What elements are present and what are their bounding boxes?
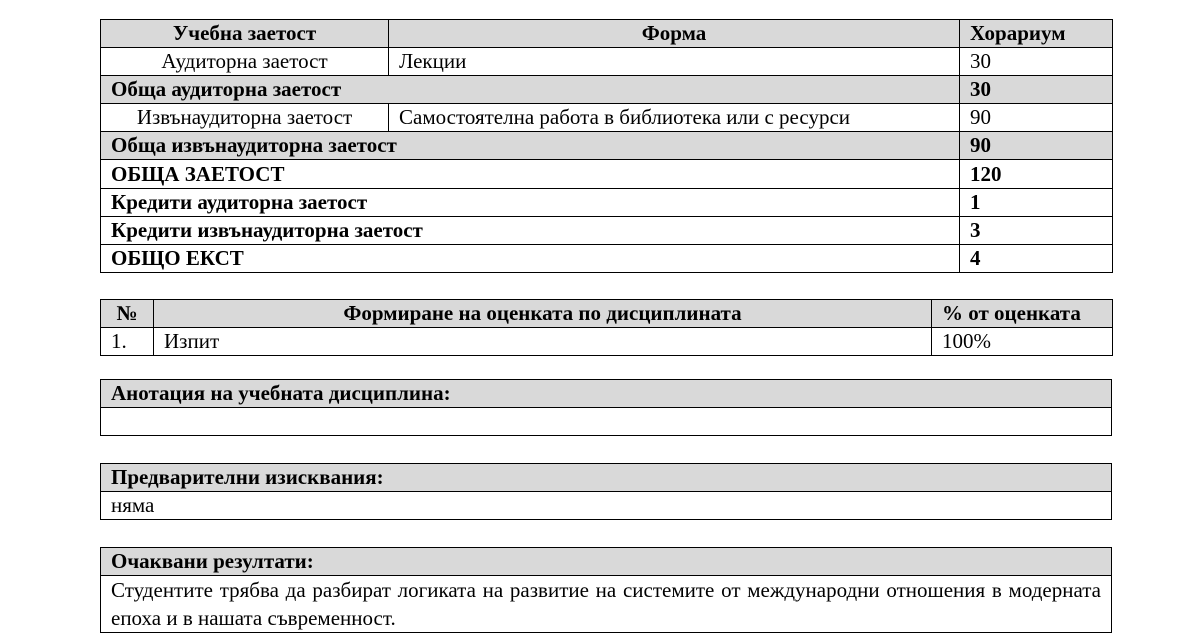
results-title: Очаквани резултати:	[101, 548, 1112, 576]
table-row	[101, 160, 1113, 188]
table-row	[101, 244, 1113, 272]
grading-row-number: 1.	[101, 328, 154, 356]
ects-value: 4	[960, 244, 1113, 272]
prerequisites-title: Предварителни изисквания:	[101, 464, 1112, 492]
table-row	[101, 188, 1113, 216]
table-row	[101, 76, 1113, 104]
classroom-form: Лекции	[389, 48, 960, 76]
header-form: Форма	[389, 20, 960, 48]
header-number: №	[101, 300, 154, 328]
table-row	[101, 48, 1113, 76]
table-row	[101, 328, 1113, 356]
header-hours: Хорариум	[960, 20, 1113, 48]
table-row	[101, 216, 1113, 244]
classroom-label: Аудиторна заетост	[101, 48, 389, 76]
results-body: Студентите трябва да разбират логиката на развитие на системите от международни отношения в модерната епоха и в нашата съвременност.	[101, 576, 1112, 633]
header-percent: % от оценката	[932, 300, 1113, 328]
ects-label: ОБЩО ЕКСТ	[101, 244, 960, 272]
total-hours: 120	[960, 160, 1113, 188]
table-row	[101, 104, 1113, 132]
classroom-total-label: Обща аудиторна заетост	[101, 76, 960, 104]
grading-table	[100, 299, 1113, 356]
workload-table	[100, 19, 1113, 273]
extra-total-hours: 90	[960, 132, 1113, 160]
classroom-total-hours: 30	[960, 76, 1113, 104]
extra-form: Самостоятелна работа в библиотека или с ресурси	[389, 104, 960, 132]
extra-label: Извънаудиторна заетост	[101, 104, 389, 132]
header-grading-component: Формиране на оценката по дисциплината	[154, 300, 932, 328]
extra-total-label: Обща извънаудиторна заетост	[101, 132, 960, 160]
table-row	[101, 132, 1113, 160]
grading-row-name: Изпит	[154, 328, 932, 356]
annotation-table	[100, 379, 1112, 436]
grading-row-percent: 100%	[932, 328, 1113, 356]
credits-classroom-label: Кредити аудиторна заетост	[101, 188, 960, 216]
credits-classroom-value: 1	[960, 188, 1113, 216]
prerequisites-table	[100, 463, 1112, 520]
extra-hours: 90	[960, 104, 1113, 132]
classroom-hours: 30	[960, 48, 1113, 76]
annotation-title: Анотация на учебната дисциплина:	[101, 380, 1112, 408]
total-label: ОБЩА ЗАЕТОСТ	[101, 160, 960, 188]
prerequisites-body: няма	[101, 492, 1112, 520]
annotation-body	[101, 408, 1112, 436]
credits-extra-label: Кредити извънаудиторна заетост	[101, 216, 960, 244]
header-workload-type: Учебна заетост	[101, 20, 389, 48]
credits-extra-value: 3	[960, 216, 1113, 244]
results-table	[100, 547, 1112, 633]
